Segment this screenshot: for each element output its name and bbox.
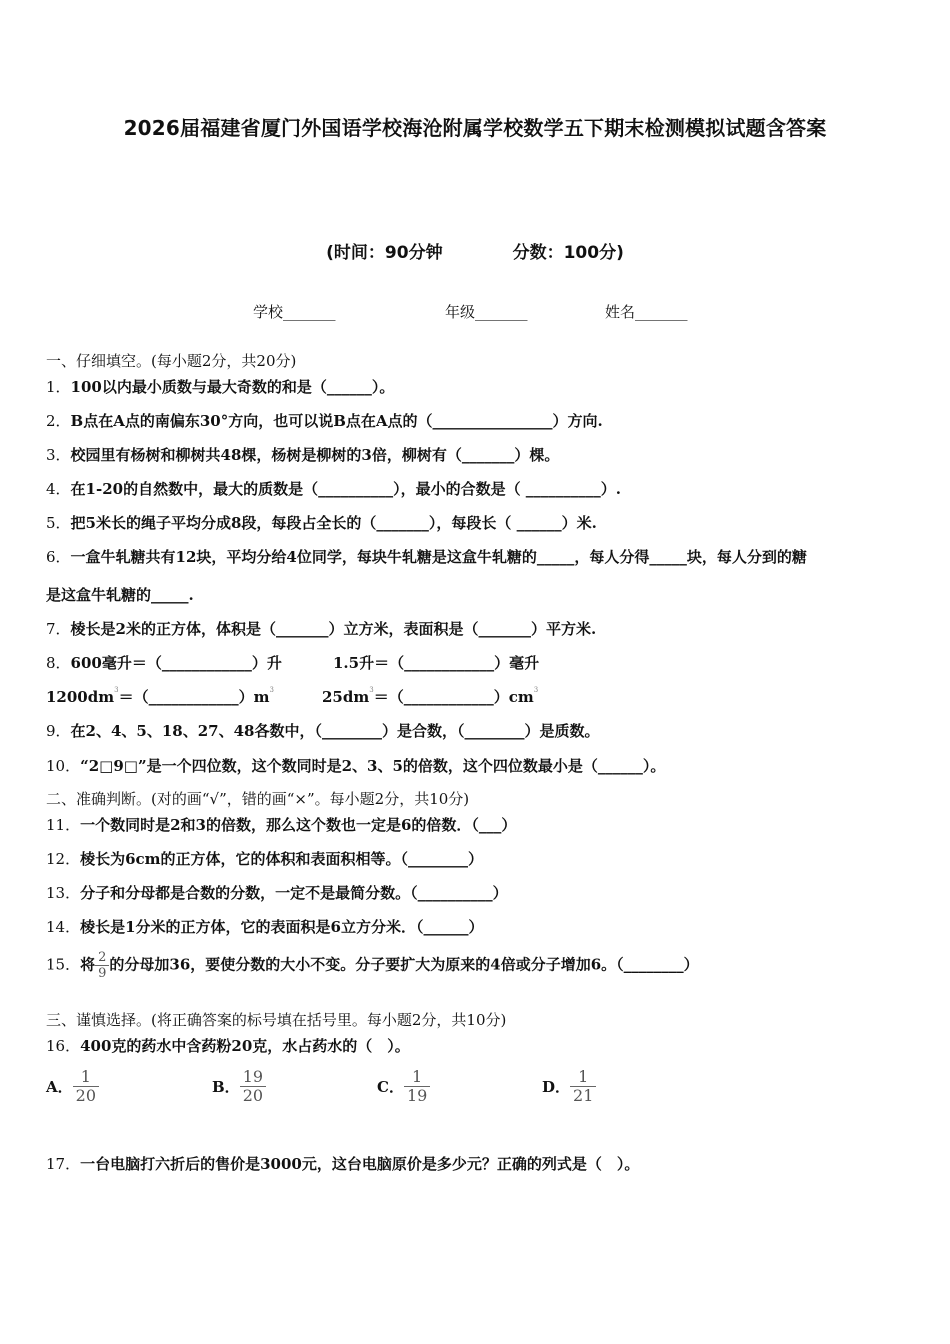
question-number: 15．: [46, 955, 81, 974]
question-text: B点在A点的南偏东30°方向，也可以说B点在A点的（________________）方向.: [70, 412, 603, 430]
question-5: [46, 512, 597, 533]
question-number: 13．: [46, 884, 81, 902]
question-text: 分子和分母都是合数的分数，一定不是最简分数。（__________）: [80, 884, 508, 902]
question-text: 一台电脑打六折后的售价是3000元，这台电脑原价是多少元？正确的列式是（ ）。: [80, 1155, 640, 1173]
fraction: $\frac{1}{21}$: [570, 1068, 596, 1105]
fraction: $\frac{1}{20}$: [73, 1068, 99, 1105]
question-text: 400克的药水中含药粉20克，水占药水的（ ）。: [80, 1037, 410, 1055]
question-8-row-1: [46, 652, 282, 673]
question-number: 4．: [46, 480, 71, 498]
question-number: 10．: [46, 757, 81, 775]
question-7: [46, 618, 596, 639]
question-text: “2□9□”是一个四位数，这个数同时是2、3、5的倍数，这个四位数最小是（______）。: [80, 757, 666, 775]
exam-time: (时间：90分钟: [326, 243, 443, 263]
fraction: $\frac{19}{20}$: [240, 1068, 266, 1105]
question-1: [46, 376, 394, 397]
question-number: 7．: [46, 620, 71, 638]
question-14: [46, 916, 483, 937]
question-12: [46, 848, 483, 869]
page-title: 2026届福建省厦门外国语学校海沧附属学校数学五下期末检测模拟试题含答案: [123, 116, 827, 140]
question-text: 一个数同时是2和3的倍数，那么这个数也一定是6的倍数．（___）: [80, 816, 517, 834]
option-a: A． $\frac{1}{20}$: [46, 1068, 99, 1105]
question-text: 一盒牛轧糖共有12块，平均分给4位同学，每块牛轧糖是这盒牛轧糖的_____，每人分得_____块，每人分到的糖: [70, 548, 807, 566]
question-10: [46, 755, 665, 776]
section-2-heading: 二、准确判断。(对的画“√”，错的画“×”。每小题2分，共10分): [46, 790, 470, 808]
question-number: 11．: [46, 816, 81, 834]
question-11: [46, 814, 516, 835]
question-4: [46, 478, 621, 499]
question-text: 校园里有杨树和柳树共48棵，杨树是柳树的3倍，柳树有（_______）棵。: [70, 446, 560, 464]
question-8c: $1200dm^3=(\_\_\_\_\_\_\_\_\_\_\_\_)m^3$: [46, 686, 274, 706]
question-13: [46, 882, 508, 903]
question-17: [46, 1153, 639, 1174]
question-6-continued: 是这盒牛轧糖的_____.: [46, 586, 194, 604]
question-15: 15．将 $\frac{2}{9}$ 的分母加36，要使分数的大小不变。分子要扩大为原来的4倍或分子增加6。（________）: [46, 950, 699, 981]
question-number: 8．: [46, 654, 71, 672]
question-number: 16．: [46, 1037, 81, 1055]
question-9: [46, 720, 599, 741]
question-number: 6．: [46, 548, 71, 566]
question-number: 5．: [46, 514, 71, 532]
question-number: 17．: [46, 1155, 81, 1173]
question-text: 棱长为6cm的正方体，它的体积和表面积相等。（________）: [80, 850, 484, 868]
fraction: $\frac{2}{9}$: [95, 950, 109, 981]
question-text: 把5米长的绳子平均分成8段，每段占全长的（_______），每段长（ ______）米.: [70, 514, 597, 532]
question-text: 棱长是1分米的正方体，它的表面积是6立方分米．（______）: [80, 918, 484, 936]
question-8b: 1.5升＝（____________）毫升: [333, 654, 540, 672]
name-field: 姓名_______: [605, 303, 688, 321]
fraction: $\frac{1}{19}$: [404, 1068, 430, 1105]
section-1-heading: 一、仔细填空。(每小题2分，共20分): [46, 352, 297, 370]
question-6: [46, 546, 807, 567]
question-text: 在2、4、5、18、27、48各数中，（________）是合数，（________）是质数。: [70, 722, 600, 740]
question-number: 2．: [46, 412, 71, 430]
option-d: D． $\frac{1}{21}$: [542, 1068, 596, 1105]
question-16: [46, 1035, 410, 1056]
option-c: C． $\frac{1}{19}$: [377, 1068, 430, 1105]
question-text: 的分母加36，要使分数的大小不变。分子要扩大为原来的4倍或分子增加6。（________）: [109, 955, 699, 974]
question-number: 1．: [46, 378, 71, 396]
school-field: 学校_______: [253, 303, 336, 321]
question-3: [46, 444, 559, 465]
section-3-heading: 三、谨慎选择。(将正确答案的标号填在括号里。每小题2分，共10分): [46, 1011, 507, 1029]
question-number: 9．: [46, 722, 71, 740]
question-8a: 600毫升＝（____________）升: [70, 654, 282, 672]
question-text: 100以内最小质数与最大奇数的和是（______）。: [70, 378, 395, 396]
grade-field: 年级_______: [445, 303, 528, 321]
question-text: 棱长是2米的正方体，体积是（_______）立方米，表面积是（_______）平方米.: [70, 620, 597, 638]
question-number: 14．: [46, 918, 81, 936]
question-2: [46, 410, 603, 431]
exam-score: 分数：100分): [512, 243, 624, 263]
option-b: B． $\frac{19}{20}$: [212, 1068, 266, 1105]
question-text: 在1-20的自然数中，最大的质数是（__________），最小的合数是（ __________）.: [70, 480, 622, 498]
exam-meta: [0, 238, 950, 263]
question-number: 12．: [46, 850, 81, 868]
question-8d: $25dm^3=(\_\_\_\_\_\_\_\_\_\_\_\_)cm^3$: [322, 686, 539, 706]
question-number: 3．: [46, 446, 71, 464]
